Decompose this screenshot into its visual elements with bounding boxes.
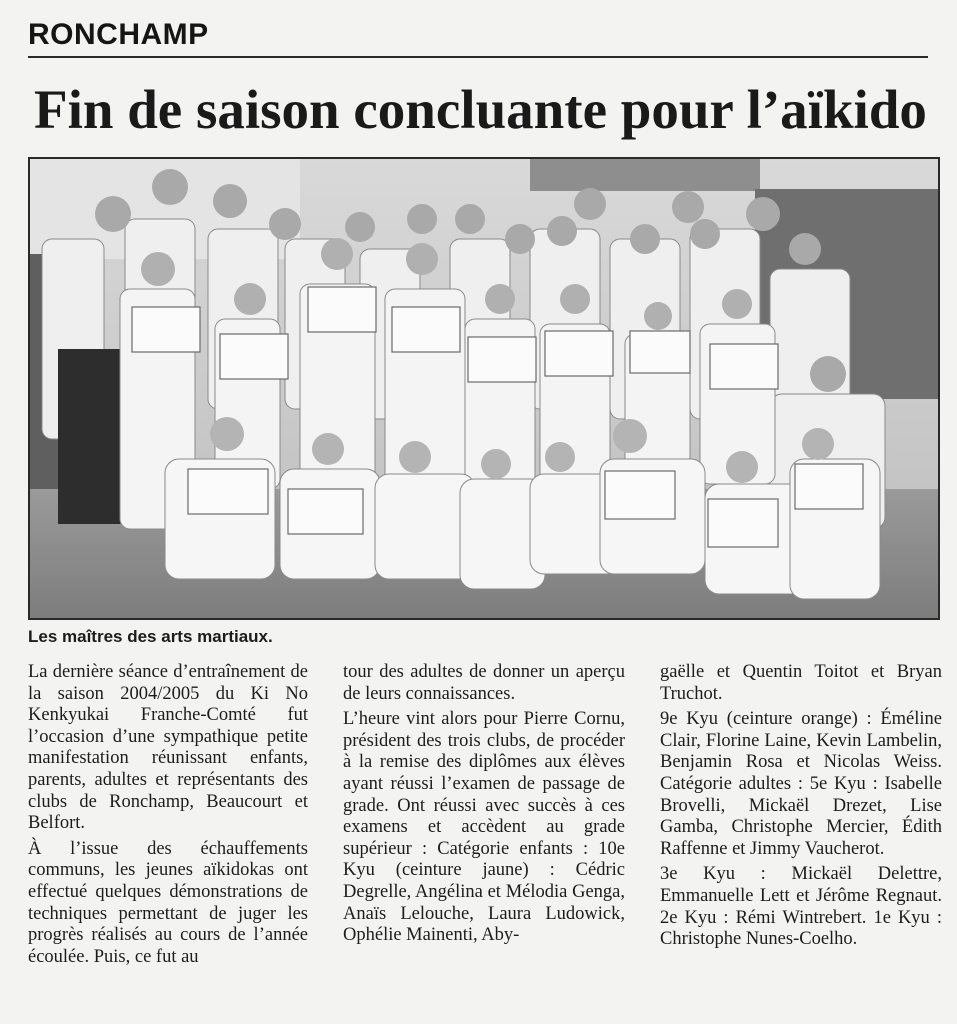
article-column-3	[660, 662, 942, 1024]
paragraph: tour des adultes de donner un aperçu de leurs connaissances.	[343, 662, 625, 704]
article-column-1	[28, 662, 308, 1024]
paragraph: gaëlle et Quentin Toitot et Bryan Truchot.	[660, 662, 942, 704]
paragraph: La dernière séance d’entraînement de la saison 2004/2005 du Ki No Kenkyukai Franche-Comté fut l’occasion d’une sympathique petite manifestation réunissant enfants, parents, adultes et représentants des clubs de Ronchamp, Beaucourt et Belfort.	[28, 662, 308, 834]
paragraph: À l’issue des échauffements communs, les jeunes aïkidokas ont effectué quelques démonstrations de techniques permettant de juger les progrès réalisés au cours de l’année écoulée. Puis, ce fut au	[28, 838, 308, 967]
photo-caption: Les maîtres des arts martiaux.	[28, 627, 273, 646]
paragraph: 9e Kyu (ceinture orange) : Éméline Clair, Florine Laine, Kevin Lambelin, Benjamin Rosa et Nicolas Weiss. Catégorie adultes : 5e Kyu : Isabelle Brovelli, Mickaël Drezet, Lise Gamba, Christophe Mercier, Édith Raffenne et Jimmy Vaucherot.	[660, 709, 942, 859]
group-photo	[28, 157, 940, 620]
header-rule	[28, 56, 928, 58]
section-kicker: RONCHAMP	[28, 18, 209, 51]
article-headline: Fin de saison concluante pour l’aïkido	[34, 79, 927, 140]
photo-illustration	[30, 159, 938, 618]
article-column-2	[343, 662, 625, 1024]
paragraph: 3e Kyu : Mickaël Delettre, Emmanuelle Lett et Jérôme Regnaut. 2e Kyu : Rémi Wintrebert. 1e Kyu : Christophe Nunes-Coelho.	[660, 864, 942, 950]
paragraph: L’heure vint alors pour Pierre Cornu, président des trois clubs, de procéder à la remise des diplômes aux élèves ayant réussi l’examen de passage de grade. Ont réussi avec succès à ces examens et accèdent au grade supérieur : Catégorie enfants : 10e Kyu (ceinture jaune) : Cédric Degrelle, Angélina et Mélodia Genga, Anaïs Lelouche, Laura Ludowick, Ophélie Mainenti, Aby-	[343, 709, 625, 946]
